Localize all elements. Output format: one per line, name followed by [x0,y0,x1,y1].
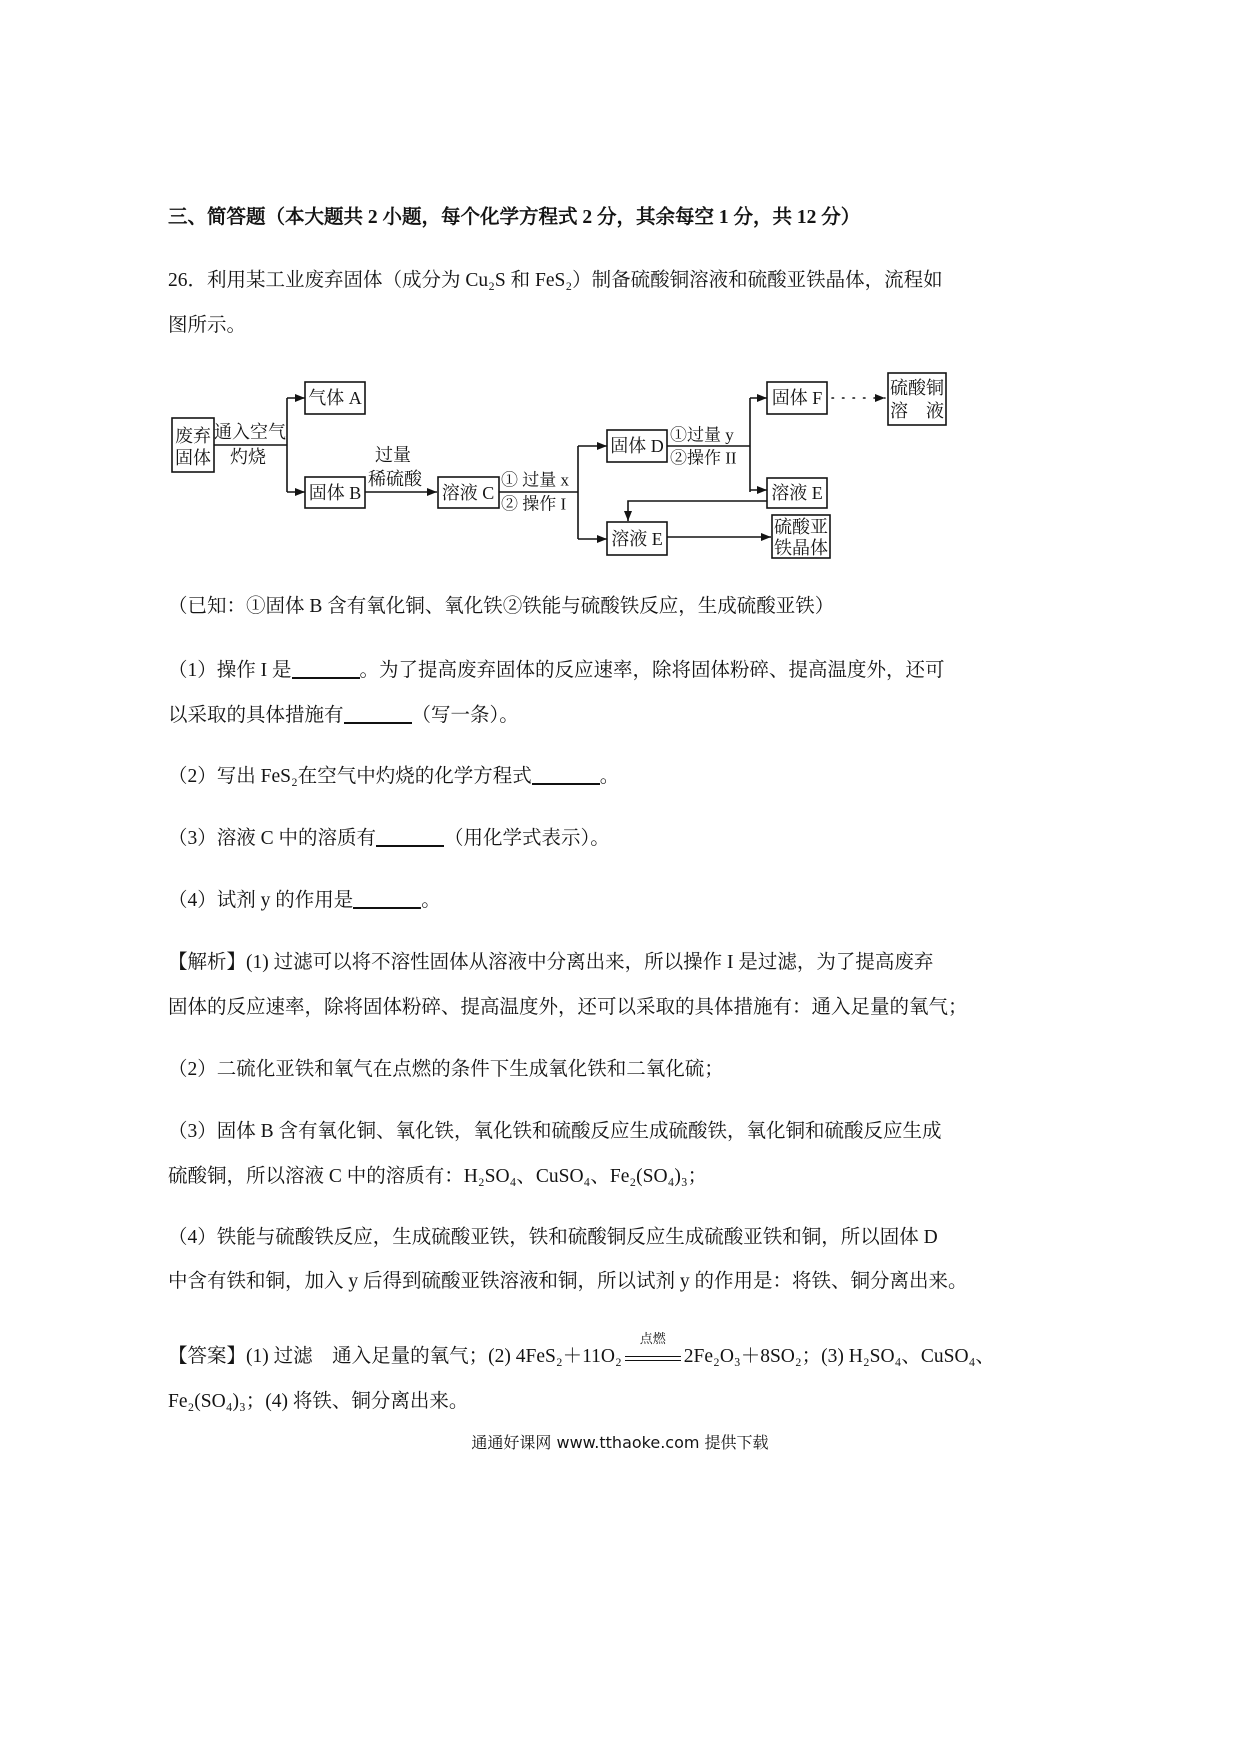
sub-question-4-text-a: （4）试剂 y 的作用是 [168,890,354,911]
sub-question-1-line-2 [168,702,519,730]
analysis-3-line-1: （3）固体 B 含有氧化铜、氧化铁，氧化铁和硫酸反应生成硫酸铁，氧化铜和硫酸反应生成 [168,1121,942,1142]
label-solution-e-lower: 溶液 E [611,529,663,549]
sub-question-1-line-1 [168,657,945,685]
sub-question-2 [168,763,619,791]
sub-question-3-text-a: （3）溶液 C 中的溶质有 [168,828,377,849]
label-step-roast-1: 通入空气 [214,422,286,442]
label-solid-d: 固体 D [610,436,664,456]
label-step-roast-2: 灼烧 [230,447,266,467]
label-step-y-2: ②操作 II [670,448,737,468]
sub-question-1-text-a: （1）操作 I 是 [168,660,292,681]
analysis-1-line-1: 【解析】(1) 过滤可以将不溶性固体从溶液中分离出来，所以操作 I 是过滤，为了提高废弃 [168,952,934,973]
label-waste-solid-1: 废弃 [175,426,211,446]
analysis-4-line-2: 中含有铁和铜，加入 y 后得到硫酸亚铁溶液和铜，所以试剂 y 的作用是：将铁、铜分离出来。 [168,1271,968,1292]
answer-blank [376,825,444,847]
label-solid-f: 固体 F [771,388,823,408]
label-step-x-2: ② 操作 I [501,494,567,514]
arrow-merge-solution-e [628,501,767,521]
analysis-4-line-1: （4）铁能与硫酸铁反应，生成硫酸亚铁，铁和硫酸铜反应生成硫酸亚铁和铜，所以固体 D [168,1227,938,1248]
analysis-1-line-2: 固体的反应速率，除将固体粉碎、提高温度外，还可以采取的具体措施有：通入足量的氧气； [168,997,968,1018]
answer-text-before-equation: 【答案】(1) 过滤 通入足量的氧气；(2) 4FeS₂＋11O₂ [168,1346,622,1367]
answer-blank [532,763,600,785]
question-stem-line-2: 图所示。 [168,315,247,336]
analysis-3-line-2: 硫酸铜，所以溶液 C 中的溶质有：H₂SO₄、CuSO₄、Fe₂(SO₄)₃； [168,1166,708,1187]
answer-text-after-equation: 2Fe₂O₃＋8SO₂；(3) H₂SO₄、CuSO₄、 [683,1346,995,1367]
answer-blank [292,657,360,679]
answer-blank [344,702,412,724]
label-step-y-1: ①过量 y [670,425,734,445]
label-solution-c: 溶液 C [441,483,495,503]
reaction-equals-sign [622,1331,684,1371]
process-flowchart [0,360,1240,570]
label-waste-solid-2: 固体 [175,448,211,468]
label-gas-a: 气体 A [308,388,362,408]
label-step-acid-1: 过量 [375,445,411,465]
answer-line-2: Fe₂(SO₄)₃；(4) 将铁、铜分离出来。 [168,1391,469,1412]
sub-question-1-text-d: （写一条）。 [411,705,519,726]
known-info: （已知：①固体 B 含有氧化铜、氧化铁②铁能与硫酸铁反应，生成硫酸亚铁） [168,596,835,617]
label-step-x-1: ① 过量 x [501,470,569,490]
label-solution-e-upper: 溶液 E [771,483,823,503]
label-ferrous-sulfate-2: 铁晶体 [774,538,828,558]
sub-question-3 [168,825,610,853]
sub-question-4-text-b: 。 [421,890,441,911]
label-copper-sulfate-2: 溶 液 [890,401,944,421]
reaction-condition: 点燃 [639,1331,666,1346]
sub-question-3-text-b: （用化学式表示）。 [444,828,610,849]
question-stem-line-1: 26．利用某工业废弃固体（成分为 Cu₂S 和 FeS₂）制备硫酸铜溶液和硫酸亚铁晶体，流程如 [168,270,943,291]
double-line [625,1356,681,1361]
sub-question-1-text-b: 。为了提高废弃固体的反应速率，除将固体粉碎、提高温度外，还可 [359,660,945,681]
answer-line-1 [168,1331,995,1371]
label-step-acid-2: 稀硫酸 [368,469,422,489]
sub-question-2-text-b: 。 [599,766,620,787]
page-footer: 通通好课网 www.tthaoke.com 提供下载 [471,1433,769,1452]
analysis-2-line-1: （2）二硫化亚铁和氧气在点燃的条件下生成氧化铁和二氧化硫； [168,1059,724,1080]
label-ferrous-sulfate-1: 硫酸亚 [774,517,828,537]
answer-blank [353,887,421,909]
section-heading: 三、简答题（本大题共 2 小题，每个化学方程式 2 分，其余每空 1 分，共 12 分） [168,207,861,228]
sub-question-4 [168,887,441,915]
label-solid-b: 固体 B [308,483,362,503]
sub-question-1-text-c: 以采取的具体措施有 [168,705,344,726]
label-copper-sulfate-1: 硫酸铜 [890,378,944,398]
sub-question-2-text-a: （2）写出 FeS₂在空气中灼烧的化学方程式 [168,766,532,787]
